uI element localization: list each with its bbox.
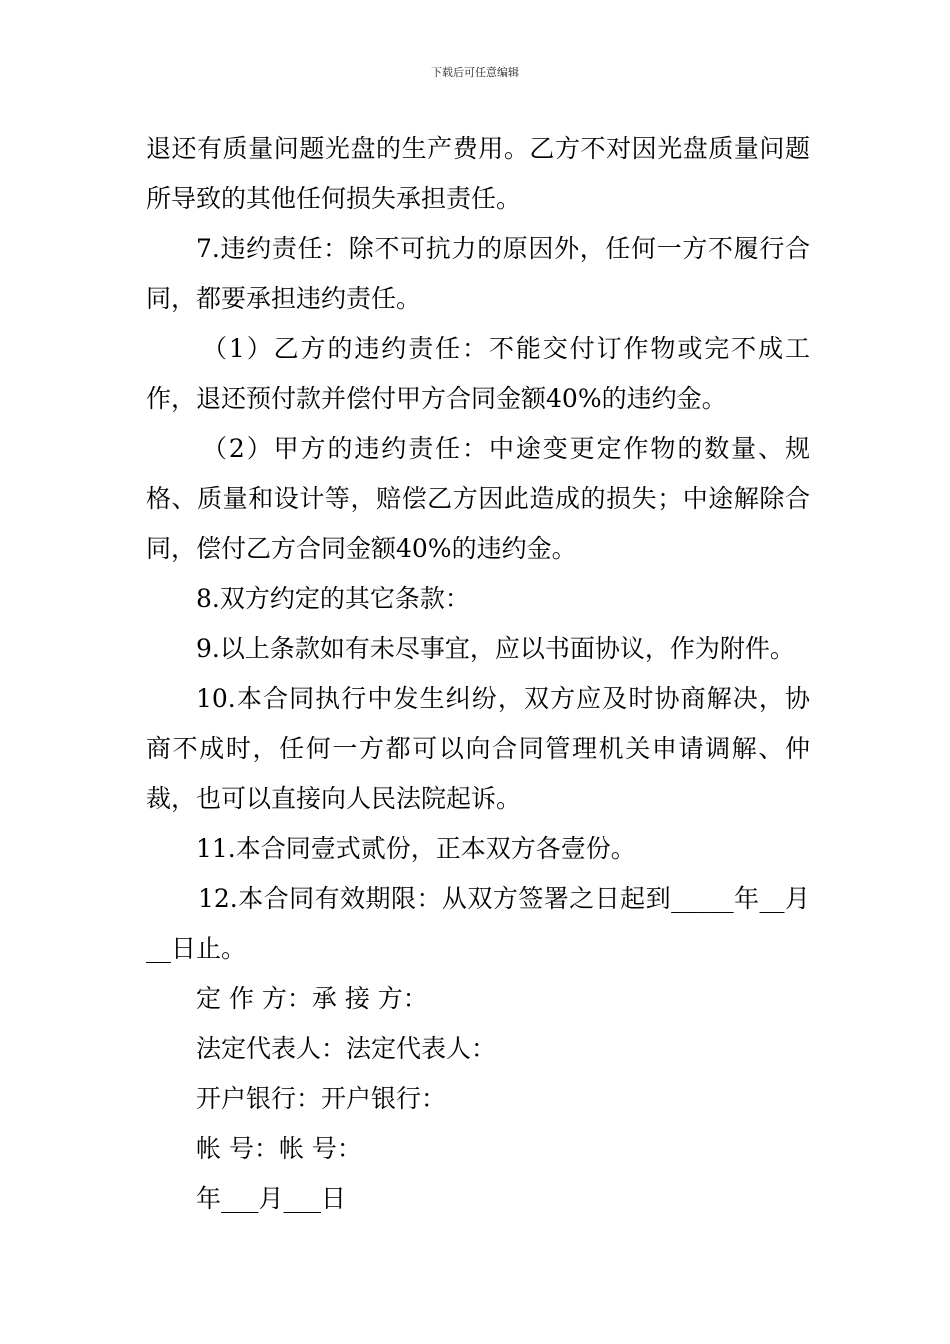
signature-parties-line: 定 作 方：承 接 方： [196, 984, 428, 1013]
clause-9-supplementary: 9.以上条款如有未尽事宜，应以书面协议，作为附件。 [196, 634, 795, 663]
clause-11-copies: 11.本合同壹式贰份，正本双方各壹份。 [196, 834, 636, 863]
signature-bank-line: 开户银行：开户银行： [196, 1084, 447, 1113]
paragraph-continuation: 退还有质量问题光盘的生产费用。乙方不对因光盘质量问题所导致的其他任何损失承担责任。 [146, 134, 810, 213]
clause-10-disputes: 10.本合同执行中发生纠纷，双方应及时协商解决，协商不成时，任何一方都可以向合同管理机关申请调解、仲裁，也可以直接向人民法院起诉。 [146, 684, 810, 813]
clause-8-other-terms: 8.双方约定的其它条款： [196, 584, 470, 613]
signature-date-line: 年___月___日 [196, 1184, 347, 1213]
page-header: 下载后可任意编辑 [431, 66, 519, 79]
signature-representative-line: 法定代表人：法定代表人： [196, 1034, 497, 1063]
signature-account-line: 帐 号：帐 号： [196, 1134, 362, 1163]
clause-12-validity: 12.本合同有效期限：从双方签署之日起到_____年__月__日止。 [146, 884, 810, 963]
clause-7-1-party-b-liability: （1）乙方的违约责任：不能交付订作物或完不成工作，退还预付款并偿付甲方合同金额40%的违约金。 [146, 334, 810, 413]
clause-7-breach-liability: 7.违约责任：除不可抗力的原因外，任何一方不履行合同，都要承担违约责任。 [146, 234, 810, 313]
document-body [146, 124, 810, 1224]
clause-7-2-party-a-liability: （2）甲方的违约责任：中途变更定作物的数量、规格、质量和设计等，赔偿乙方因此造成的损失；中途解除合同，偿付乙方合同金额40%的违约金。 [146, 434, 810, 563]
